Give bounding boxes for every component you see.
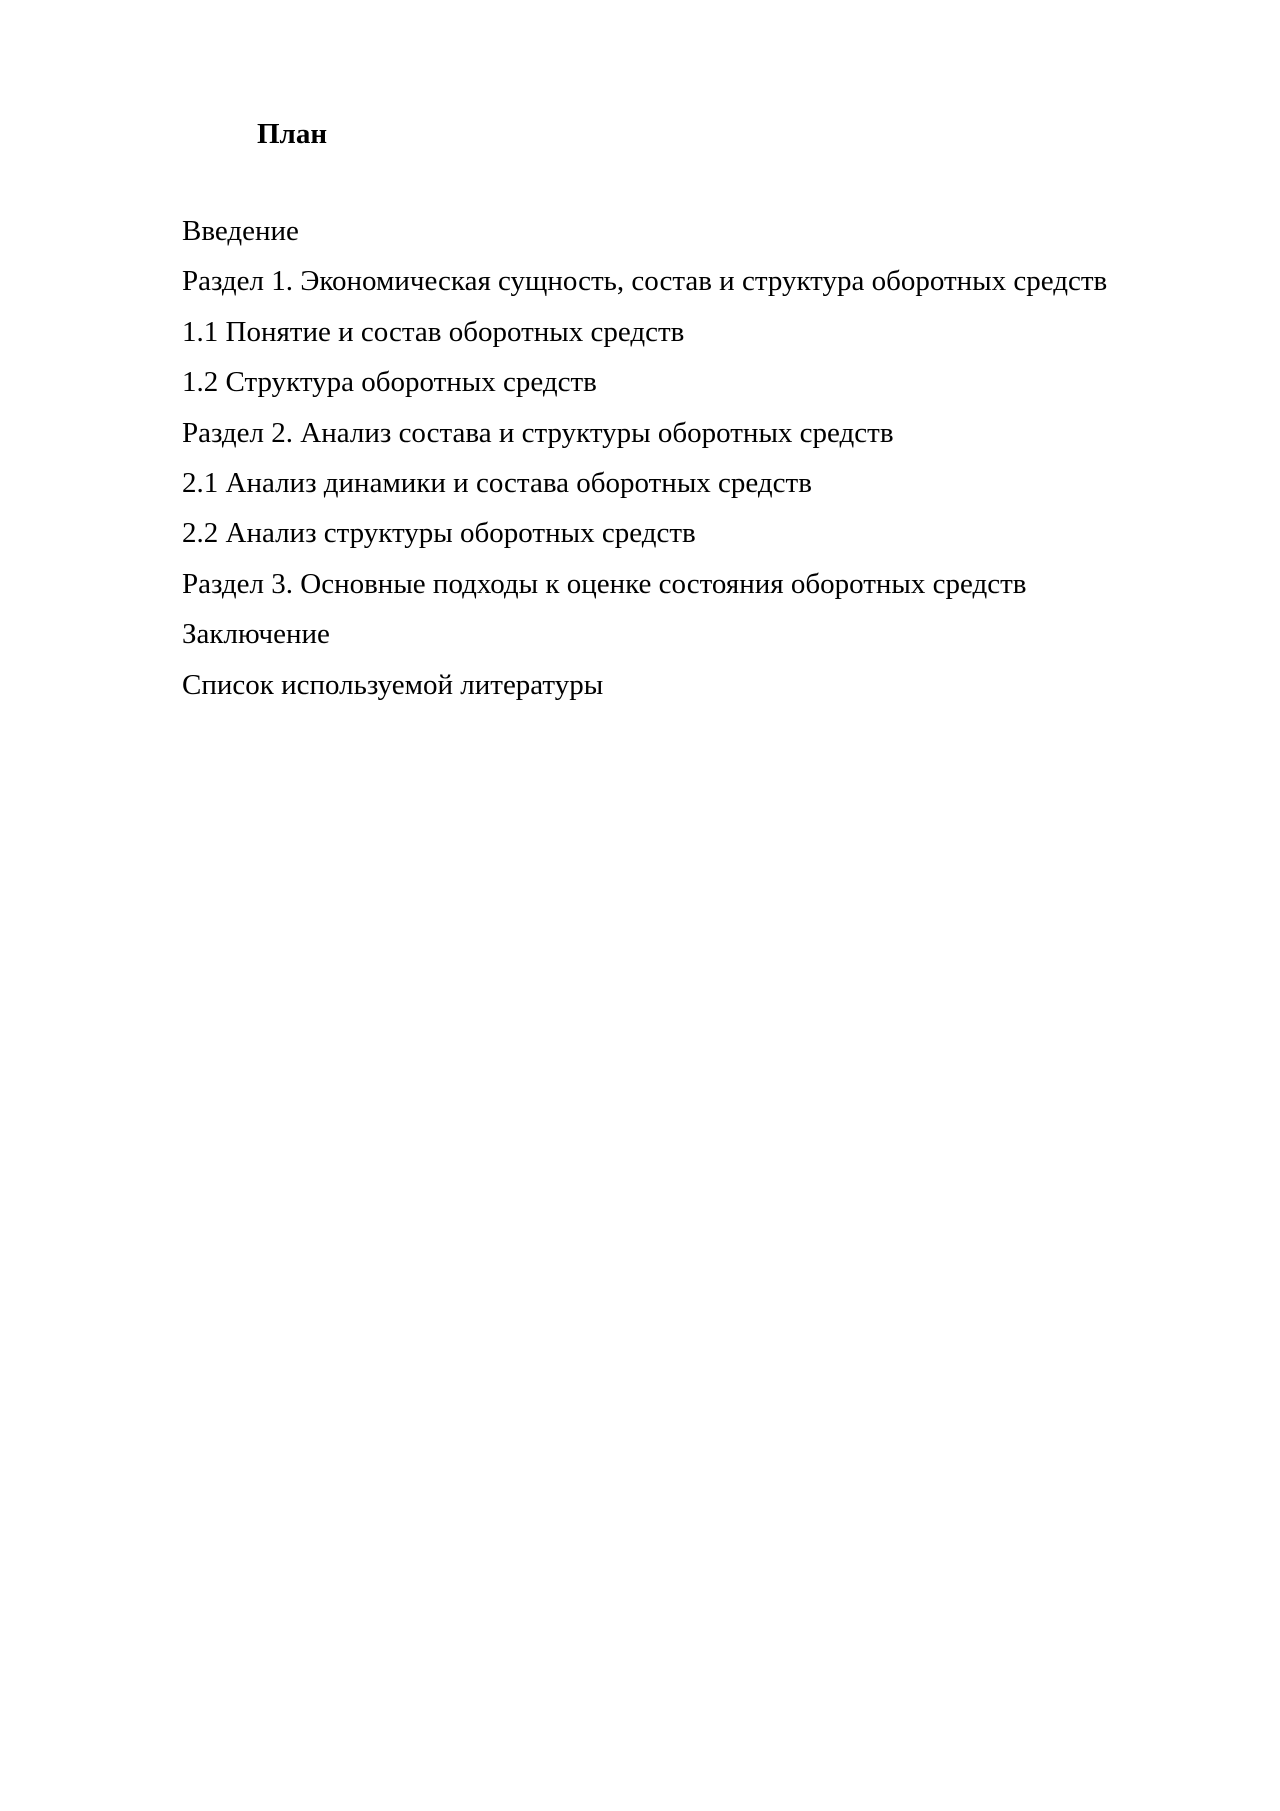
toc-item-section-3: Раздел 3. Основные подходы к оценке состояния оборотных средств bbox=[182, 567, 1027, 600]
table-of-contents bbox=[182, 210, 1107, 714]
toc-item-section-2-2: 2.2 Анализ структуры оборотных средств bbox=[182, 517, 696, 550]
toc-item-conclusion: Заключение bbox=[182, 618, 330, 651]
toc-item-references: Список используемой литературы bbox=[182, 668, 604, 701]
toc-item-section-1-2: 1.2 Структура оборотных средств bbox=[182, 366, 597, 399]
toc-item-section-2-1: 2.1 Анализ динамики и состава оборотных средств bbox=[182, 466, 812, 499]
page-title: План bbox=[257, 118, 328, 150]
toc-item-introduction: Введение bbox=[182, 215, 299, 247]
toc-item-section-2: Раздел 2. Анализ состава и структуры оборотных средств bbox=[182, 416, 894, 449]
toc-item-section-1: Раздел 1. Экономическая сущность, состав и структура оборотных средств bbox=[182, 265, 1108, 298]
toc-item-section-1-1: 1.1 Понятие и состав оборотных средств bbox=[182, 315, 685, 348]
